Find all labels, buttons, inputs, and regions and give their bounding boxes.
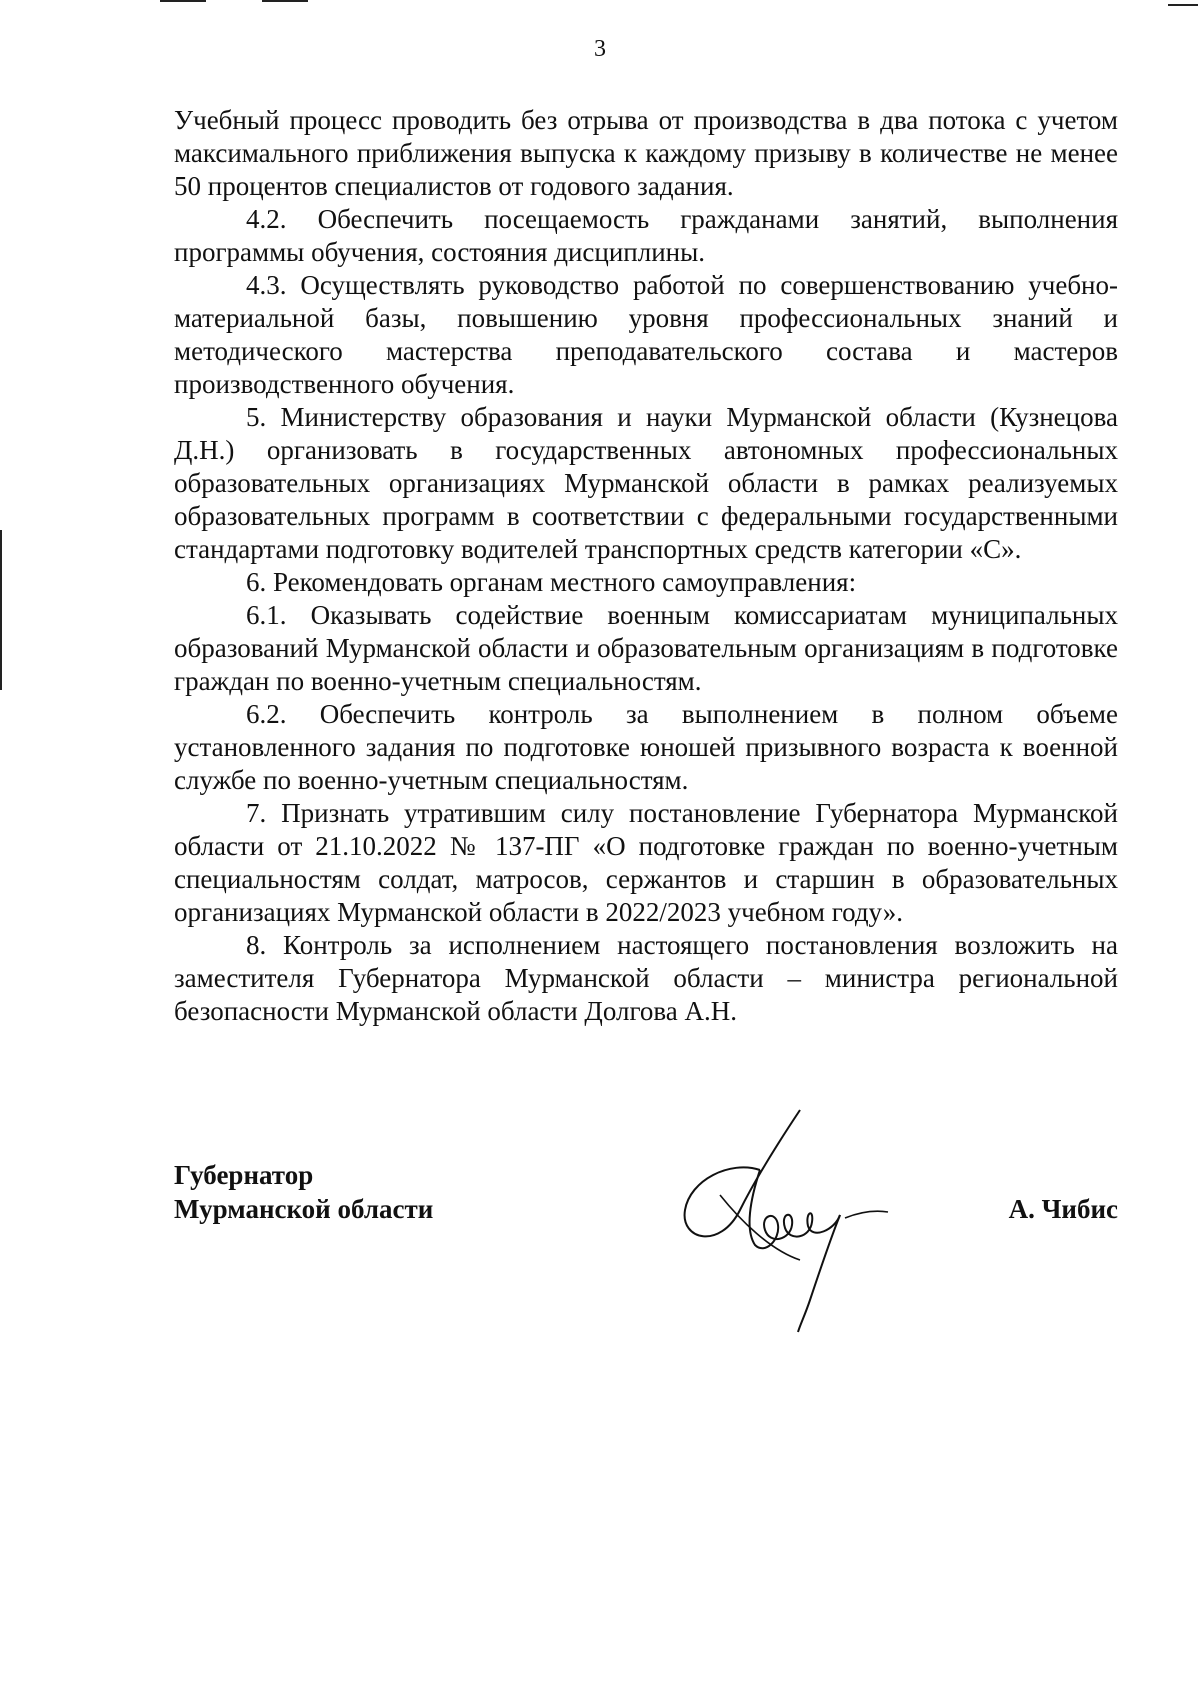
signer-position-line2: Мурманской области [174, 1194, 434, 1224]
paragraph: Учебный процесс проводить без отрыва от производства в два потока с учетом максимального приближения выпуска к каждому призыву в количестве не менее 50 процентов специалистов от годового задания. [174, 105, 1118, 201]
page-number: 3 [594, 36, 606, 62]
handwritten-signature [660, 1100, 920, 1340]
paragraph: 5. Министерству образования и науки Мурманской области (Кузнецова Д.Н.) организовать в государственных автономных профессиональных образовательных организациях Мурманской области в рамках реализуемых образовательных программ в соответствии с федеральными государственными стандартами подготовку водителей транспортных средств категории «С». [174, 402, 1118, 564]
signer-position-line1: Губернатор [174, 1160, 314, 1190]
scan-mark-top-left [160, 0, 206, 2]
paragraph: 4.2. Обеспечить посещаемость гражданами занятий, выполнения программы обучения, состояния дисциплины. [174, 204, 1118, 267]
signer-position [174, 1158, 433, 1226]
paragraph: 4.3. Осуществлять руководство работой по совершенствованию учебно-материальной базы, повышению уровня профессиональных знаний и методического мастерства преподавательского состава и мастеров производственного обучения. [174, 270, 1118, 399]
paragraph: 7. Признать утратившим силу постановление Губернатора Мурманской области от 21.10.2022 № 137-ПГ «О подготовке граждан по военно-учетным специальностям солдат, матросов, сержантов и старшин в образовательных организациях Мурманской области в 2022/2023 учебном году». [174, 798, 1118, 927]
document-body [174, 104, 1118, 1028]
signature-block [174, 1158, 1118, 1238]
scan-mark-top-center [262, 0, 308, 2]
paragraph: 6.1. Оказывать содействие военным комиссариатам муниципальных образований Мурманской области и образовательным организациям в подготовке граждан по военно-учетным специальностям. [174, 600, 1118, 696]
paragraph: 6.2. Обеспечить контроль за выполнением в полном объеме установленного задания по подготовке юношей призывного возраста к военной службе по военно-учетным специальностям. [174, 699, 1118, 795]
paragraph: 8. Контроль за исполнением настоящего постановления возложить на заместителя Губернатора Мурманской области – министра региональной безопасности Мурманской области Долгова А.Н. [174, 930, 1118, 1026]
signer-name: А. Чибис [1008, 1194, 1118, 1224]
scan-mark-top-right [1168, 4, 1198, 6]
paragraph: 6. Рекомендовать органам местного самоуправления: [246, 567, 857, 597]
scan-mark-left-edge [0, 530, 2, 690]
